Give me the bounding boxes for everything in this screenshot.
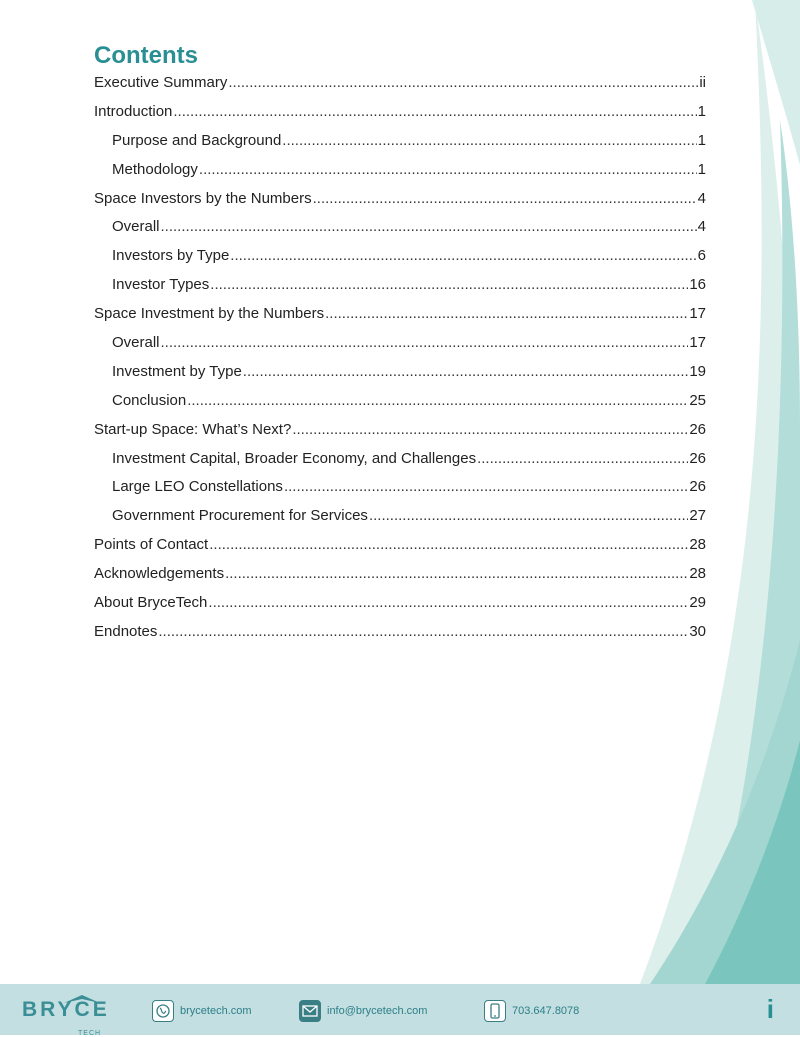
toc-entry-page: 26 [689,449,706,467]
toc-entry-label: Overall [112,218,160,236]
toc-entry-label: Points of Contact [94,536,209,554]
toc-entry-label: Investor Types [112,276,210,294]
email-link[interactable]: info@brycetech.com [327,1005,428,1017]
toc-entry-page: 4 [697,189,706,207]
logo-subtext: TECH [78,1030,102,1037]
toc-entry-page: 1 [697,160,706,178]
toc-entry-page: 28 [689,536,706,554]
toc-entry-page: 1 [697,131,706,149]
toc-entry-label: Endnotes [94,622,158,640]
toc-entry-label: Investors by Type [112,247,230,265]
toc-entry[interactable] [94,161,706,190]
toc-leader-dots [313,190,697,207]
toc-entry-page: 26 [689,478,706,496]
toc-entry-page: 17 [689,305,706,323]
toc-entry-label: Investment Capital, Broader Economy, and Challenges [112,449,477,467]
toc-entry-page: 26 [689,420,706,438]
table-of-contents [94,42,706,652]
toc-entry[interactable] [94,103,706,132]
toc-entry[interactable] [94,218,706,247]
toc-entry[interactable] [94,132,706,161]
brycetech-logo [22,994,122,1037]
toc-entry-label: Executive Summary [94,74,228,91]
toc-entry[interactable] [94,190,706,219]
toc-entry-label: Investment by Type [112,362,242,380]
toc-entry-label: Introduction [94,102,173,120]
toc-leader-dots [187,392,688,409]
toc-leader-dots [199,161,697,178]
toc-entry-page: 30 [689,622,706,640]
toc-leader-dots [282,132,696,149]
toc-entry-label: Acknowledgements [94,565,225,583]
toc-leader-dots [292,421,688,438]
toc-entry-label: Space Investment by the Numbers [94,305,325,323]
website-contact[interactable] [152,1000,252,1022]
toc-leader-dots [210,276,688,293]
toc-leader-dots [209,536,688,553]
toc-leader-dots [477,450,688,467]
toc-entry-label: Start-up Space: What’s Next? [94,420,292,438]
toc-leader-dots [284,478,688,495]
phone-icon [484,1000,506,1022]
toc-entry-page: 25 [689,391,706,409]
toc-leader-dots [369,507,688,524]
toc-leader-dots [161,218,697,235]
email-contact[interactable] [299,1000,427,1022]
toc-entry-page: 4 [697,218,706,236]
toc-entry-page: 27 [689,507,706,525]
toc-leader-dots [225,565,688,582]
toc-entry-page: 16 [689,276,706,294]
toc-entry-label: Government Procurement for Services [112,507,368,525]
toc-entry[interactable] [94,74,706,103]
toc-entry[interactable] [94,507,706,536]
toc-leader-dots [161,334,689,351]
toc-entry[interactable] [94,594,706,623]
toc-entry-page: ii [699,74,706,91]
toc-leader-dots [325,305,688,322]
toc-entry-page: 6 [697,247,706,265]
toc-list [94,74,706,652]
toc-entry-label: Methodology [112,160,198,178]
toc-entry-label: Large LEO Constellations [112,478,283,496]
toc-leader-dots [173,103,696,120]
phone-number: 703.647.8078 [512,1005,580,1017]
toc-entry[interactable] [94,421,706,450]
page-title: Contents [94,42,198,69]
logo-text: BRYCE [22,998,110,1021]
toc-entry-label: Conclusion [112,391,187,409]
footer [0,984,800,1035]
toc-entry-label: Overall [112,334,160,352]
toc-entry[interactable] [94,536,706,565]
toc-leader-dots [208,594,688,611]
toc-entry[interactable] [94,363,706,392]
toc-entry[interactable] [94,450,706,479]
globe-icon [152,1000,174,1022]
phone-contact[interactable] [484,1000,579,1022]
toc-leader-dots [158,623,688,640]
page-number: i [766,994,774,1024]
toc-leader-dots [230,247,696,264]
toc-entry[interactable] [94,305,706,334]
toc-entry-page: 17 [689,334,706,352]
toc-entry[interactable] [94,565,706,594]
envelope-icon [299,1000,321,1022]
toc-entry-label: Purpose and Background [112,131,282,149]
toc-entry-page: 29 [689,594,706,612]
toc-entry[interactable] [94,276,706,305]
toc-entry-label: About BryceTech [94,594,208,612]
toc-entry[interactable] [94,623,706,652]
toc-entry-label: Space Investors by the Numbers [94,189,312,207]
toc-leader-dots [228,74,698,91]
website-link[interactable]: brycetech.com [180,1005,252,1017]
toc-leader-dots [243,363,689,380]
toc-entry[interactable] [94,392,706,421]
toc-entry[interactable] [94,247,706,276]
toc-entry[interactable] [94,478,706,507]
toc-entry-page: 1 [697,102,706,120]
toc-entry-page: 28 [689,565,706,583]
toc-entry[interactable] [94,334,706,363]
toc-entry-page: 19 [689,362,706,380]
